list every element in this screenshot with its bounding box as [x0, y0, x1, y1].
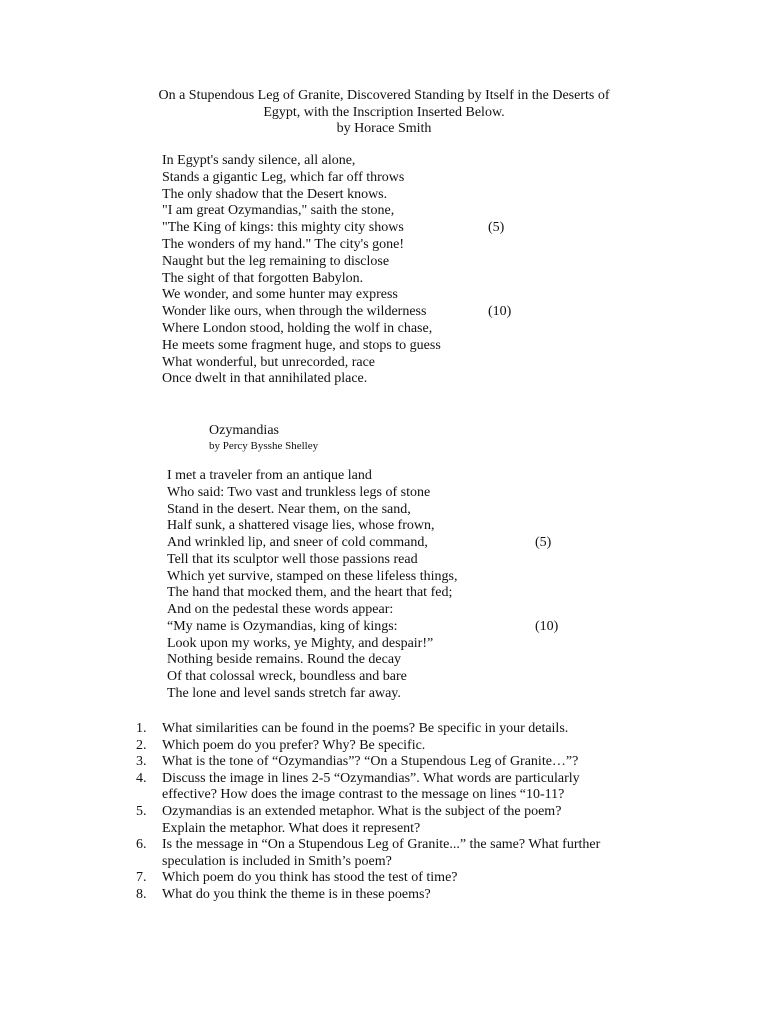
poem-line-text: And on the pedestal these words appear: — [167, 602, 394, 617]
poem-line-text: Look upon my works, ye Mighty, and despair!” — [167, 635, 434, 651]
line-number-label: (10) — [535, 618, 559, 634]
poem-line — [162, 170, 441, 187]
question-number: 2. — [136, 737, 147, 753]
poem-line — [167, 636, 457, 653]
poem-line-text: "I am great Ozymandias," saith the stone, — [162, 203, 395, 219]
poem-line-text: And wrinkled lip, and sneer of cold command, — [167, 535, 428, 550]
poem-line — [162, 271, 441, 288]
question-text: What do you think the theme is in these poems? — [162, 886, 431, 902]
poem-line — [167, 602, 457, 619]
poem-line-text: The only shadow that the Desert knows. — [162, 186, 388, 202]
poem-line — [167, 535, 552, 552]
poem-line — [167, 569, 457, 586]
poem-line — [167, 618, 559, 636]
poem-line-text: Wonder like ours, when through the wilderness — [162, 304, 427, 320]
smith-poem — [162, 153, 512, 388]
poem-line-text: "The King of kings: this mighty city shows — [162, 220, 404, 236]
line-number-label: (10) — [488, 304, 512, 320]
question-number: 3. — [136, 754, 147, 770]
smith-title-line-1: On a Stupendous Leg of Granite, Discovered Standing by Itself in the Deserts of — [158, 88, 610, 103]
poem-line-text: We wonder, and some hunter may express — [162, 287, 398, 303]
question-item — [136, 804, 600, 837]
question-text: effective? How does the image contrast to the message on lines “10-11? — [162, 787, 565, 803]
poem-line — [162, 355, 441, 372]
question-item — [136, 837, 600, 870]
question-text: Discuss the image in lines 2-5 “Ozymandias”. What words are particularly — [162, 770, 580, 786]
poem-line — [167, 502, 457, 519]
question-text: What is the tone of “Ozymandias”? “On a Stupendous Leg of Granite…”? — [162, 754, 579, 770]
smith-byline: by Horace Smith — [336, 121, 432, 136]
question-item — [136, 721, 600, 738]
question-item — [136, 754, 600, 771]
poem-line — [162, 254, 441, 271]
question-number: 5. — [136, 803, 147, 819]
poem-line — [162, 338, 441, 355]
poem-line — [162, 371, 441, 388]
question-text: Which poem do you prefer? Why? Be specific. — [162, 737, 426, 753]
question-item — [136, 771, 600, 804]
question-text: Which poem do you think has stood the test of time? — [162, 870, 458, 886]
poem-line-text: Of that colossal wreck, boundless and bare — [167, 669, 407, 684]
poem-line-text: The hand that mocked them, and the heart that fed; — [167, 585, 453, 601]
poem-line-text: Stands a gigantic Leg, which far off throws — [162, 169, 405, 185]
poem-line — [167, 518, 457, 535]
shelley-poem-title: Ozymandias — [209, 423, 279, 438]
poem-line — [167, 485, 457, 502]
poem-line — [162, 187, 441, 204]
poem-line — [167, 652, 457, 669]
poem-line-text: Which yet survive, stamped on these lifeless things, — [167, 568, 458, 584]
question-item — [136, 738, 600, 755]
poem-line-text: “My name is Ozymandias, king of kings: — [167, 618, 398, 634]
poem-line-text: He meets some fragment huge, and stops to guess — [162, 337, 441, 353]
poem-line-text: The lone and level sands stretch far away. — [167, 685, 401, 701]
poem-line-text: Where London stood, holding the wolf in chase, — [162, 320, 433, 336]
line-number-label: (5) — [535, 535, 552, 550]
poem-line — [167, 669, 457, 686]
question-text: Is the message in “On a Stupendous Leg of Granite...” the same? What further — [162, 837, 601, 853]
question-number: 6. — [136, 837, 147, 853]
question-item — [136, 870, 600, 887]
poem-line — [162, 321, 441, 338]
poem-line — [162, 153, 441, 170]
shelley-poem — [167, 468, 559, 703]
question-text: Ozymandias is an extended metaphor. What is the subject of the poem? — [162, 803, 562, 819]
poem-line-text: The sight of that forgotten Babylon. — [162, 270, 364, 286]
poem-line — [162, 203, 441, 220]
poem-line — [167, 552, 457, 569]
poem-line-text: Once dwelt in that annihilated place. — [162, 371, 368, 387]
question-text: Explain the metaphor. What does it represent? — [162, 820, 421, 836]
question-text: What similarities can be found in the poems? Be specific in your details. — [162, 721, 569, 736]
poem-line-text: I met a traveler from an antique land — [167, 468, 372, 483]
question-text: speculation is included in Smith’s poem? — [162, 853, 392, 869]
poem-line — [167, 468, 457, 485]
poem-line — [167, 686, 457, 703]
poem-line-text: Stand in the desert. Near them, on the sand, — [167, 501, 411, 517]
poem-line-text: Nothing beside remains. Round the decay — [167, 652, 402, 668]
poem-line — [167, 585, 457, 602]
question-number: 4. — [136, 770, 147, 786]
shelley-poem-author: by Percy Bysshe Shelley — [209, 440, 319, 452]
poem-line-text: Naught but the leg remaining to disclose — [162, 253, 390, 269]
question-number: 8. — [136, 886, 147, 902]
question-number: 7. — [136, 870, 147, 886]
question-list — [136, 721, 600, 904]
poem-line — [162, 237, 441, 254]
question-number: 1. — [136, 721, 147, 736]
poem-line — [162, 287, 441, 304]
poem-line — [162, 220, 505, 237]
poem-line-text: In Egypt's sandy silence, all alone, — [162, 153, 356, 168]
poem-line-text: Tell that its sculptor well those passions read — [167, 551, 418, 567]
poem-line-text: Who said: Two vast and trunkless legs of stone — [167, 484, 431, 500]
smith-title-line-2: Egypt, with the Inscription Inserted Below. — [263, 104, 505, 120]
line-number-label: (5) — [488, 220, 505, 236]
poem-line-text: Half sunk, a shattered visage lies, whose frown, — [167, 518, 435, 534]
question-item — [136, 887, 600, 904]
poem-line-text: The wonders of my hand." The city's gone! — [162, 236, 405, 252]
poem-line — [162, 304, 512, 321]
poem-line-text: What wonderful, but unrecorded, race — [162, 354, 376, 370]
smith-title-block — [100, 88, 668, 138]
